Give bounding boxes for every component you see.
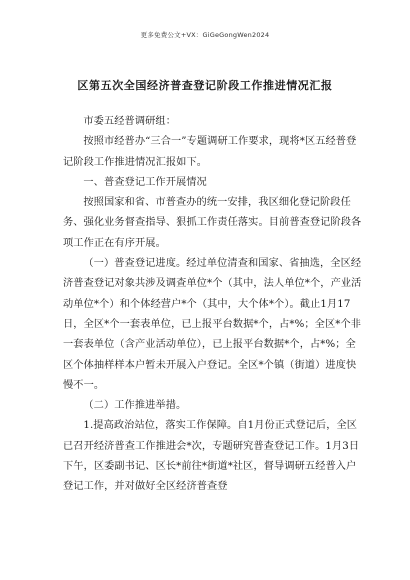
salutation: 市委五经普调研组：: [83, 116, 176, 127]
paragraph-overview: 按照国家和省、市普查办的统一安排，我区细化登记阶段任务、强化业务督查指导、狠抓工作责任落实。目前普查登记阶段各项工作正在有序开展。: [63, 197, 362, 249]
paragraph-measures-1: 1.提高政治站位，落实工作保障。自1月份正式登记后，全区已召开经济普查工作推进会*次，专题研究普查登记工作。1月3日下午，区委副书记、区长*前往*街道*社区，督导调研五经普入户登记工作，并对做好全区经济普查登: [63, 420, 360, 493]
subsection-heading-2: （二）工作推进举措。: [83, 400, 187, 412]
paragraph-progress: （一）普查登记进度。经过单位清查和国家、省抽选，全区经济普查登记对象共涉及调查单位*个（其中，法人单位*个，产业活动单位*个）和个体经营户*个（其中，大个体*个）。截止1月17日，全区*个一套表单位，已上报平台数据*个，占*%；全区*个非一套表单位（含产业活动单位），已上报平台数据*个，占*%；全区个体抽样样本户暂未开展入户登记。全区*个镇（街道）进度快慢不一。: [63, 258, 362, 391]
paragraph-intro: 按照市经普办“三合一”专题调研工作要求，现将*区五经普登记阶段工作推进情况汇报如下。: [63, 136, 357, 168]
section-heading-1: 一、普查登记工作开展情况: [83, 176, 207, 188]
document-title: 区第五次全国经济普查登记阶段工作推进情况汇报: [77, 79, 333, 92]
header-note: 更多免费公文+VX：GiGeGongWen2024: [140, 31, 270, 39]
document-body: [63, 112, 363, 498]
